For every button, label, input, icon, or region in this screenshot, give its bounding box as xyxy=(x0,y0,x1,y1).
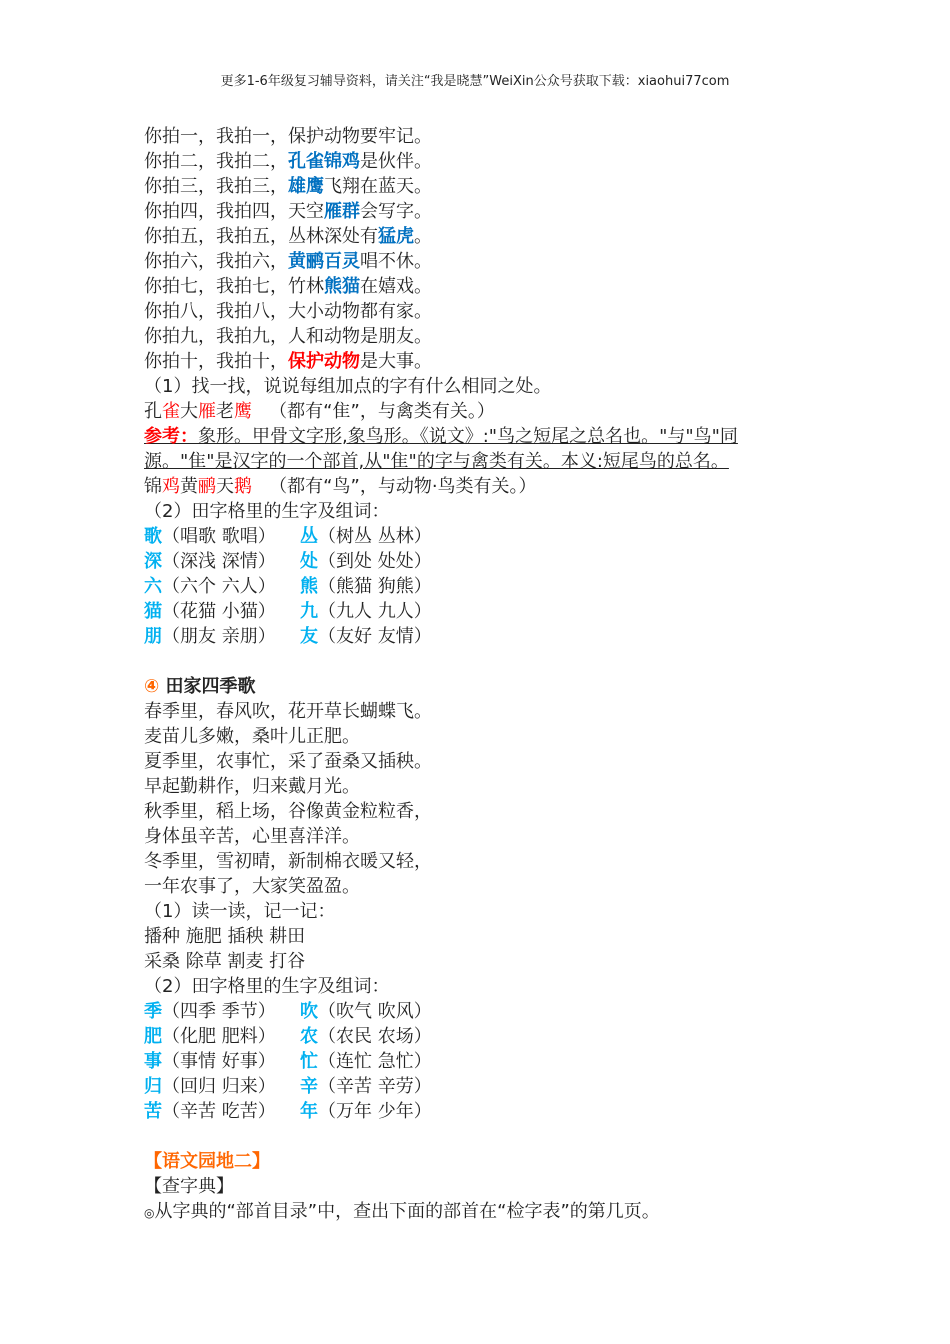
poem-line: 一年农事了，大家笑盈盈。 xyxy=(144,876,360,897)
word-row: 深（深浅 深情） 处（到处 处处） xyxy=(144,551,432,572)
question-1: （1）找一找，说说每组加点的字有什么相同之处。 xyxy=(144,376,552,397)
poem-title: ④ 田家四季歌 xyxy=(144,676,256,697)
section-title-garden: 【语文园地二】 xyxy=(144,1151,270,1172)
word-row: 六（六个 六人） 熊（熊猫 狗熊） xyxy=(144,576,432,597)
char-group-1: 孔雀大雁老鹰 （都有“隹”，与禽类有关。） xyxy=(144,401,495,422)
read-line: 播种 施肥 插秧 耕田 xyxy=(144,926,306,947)
poem-line: 秋季里，稻上场，谷像黄金粒粒香， xyxy=(144,801,432,822)
word-row: 猫（花猫 小猫） 九（九人 九人） xyxy=(144,601,432,622)
section-subtitle-dictionary: 【查字典】 xyxy=(144,1176,234,1197)
clap-line-9: 你拍九，我拍九，人和动物是朋友。 xyxy=(144,326,432,347)
question-2: （2）田字格里的生字及组词： xyxy=(144,501,390,522)
char-group-2: 锦鸡黄鹂天鹅 （都有“鸟”，与动物·鸟类有关。） xyxy=(144,476,537,497)
bullet-icon: ◎ xyxy=(144,1206,155,1220)
poem-line: 夏季里，农事忙，采了蚕桑又插秧。 xyxy=(144,751,432,772)
word-row: 朋（朋友 亲朋） 友（友好 友情） xyxy=(144,626,432,647)
question-3: （1）读一读，记一记： xyxy=(144,901,336,922)
reference-note xyxy=(144,424,804,474)
content xyxy=(144,124,804,1224)
clap-line-7: 你拍七，我拍七，竹林熊猫在嬉戏。 xyxy=(144,276,432,297)
poem-line: 麦苗儿多嫩，桑叶儿正肥。 xyxy=(144,726,360,747)
reference-label: 参考： xyxy=(144,426,198,447)
page-header: 更多1-6年级复习辅导资料，请关注“我是晓慧”WeiXin公众号获取下载：xiaohui77com xyxy=(220,74,730,89)
read-line: 采桑 除草 割麦 打谷 xyxy=(144,951,306,972)
word-row: 苦（辛苦 吃苦） 年（万年 少年） xyxy=(144,1101,432,1122)
question-4: （2）田字格里的生字及组词： xyxy=(144,976,390,997)
poem-line: 身体虽辛苦，心里喜洋洋。 xyxy=(144,826,360,847)
reference-text: 象形。甲骨文字形,象鸟形。《说文》:"鸟之短尾之总名也。"与"鸟"同源。"隹"是汉字的一个部首,从"隹"的字与禽类有关。本义:短尾鸟的总名。 xyxy=(144,426,738,472)
clap-line-4: 你拍四，我拍四，天空雁群会写字。 xyxy=(144,201,432,222)
word-row: 歌（唱歌 歌唱） 丛（树丛 丛林） xyxy=(144,526,432,547)
clap-line-2: 你拍二，我拍二，孔雀锦鸡是伙伴。 xyxy=(144,151,432,172)
clap-line-6: 你拍六，我拍六，黄鹂百灵唱不休。 xyxy=(144,251,432,272)
clap-line-8: 你拍八，我拍八，大小动物都有家。 xyxy=(144,301,432,322)
clap-line-5: 你拍五，我拍五，丛林深处有猛虎。 xyxy=(144,226,432,247)
clap-line-10: 你拍十，我拍十，保护动物是大事。 xyxy=(144,351,432,372)
poem-line: 春季里，春风吹，花开草长蝴蝶飞。 xyxy=(144,701,432,722)
clap-line-3: 你拍三，我拍三，雄鹰飞翔在蓝天。 xyxy=(144,176,432,197)
word-row: 肥（化肥 肥料） 农（农民 农场） xyxy=(144,1026,432,1047)
word-row: 季（四季 季节） 吹（吹气 吹风） xyxy=(144,1001,432,1022)
clap-line-1: 你拍一，我拍一，保护动物要牢记。 xyxy=(144,126,432,147)
poem-line: 冬季里，雪初晴，新制棉衣暖又轻， xyxy=(144,851,432,872)
word-row: 归（回归 归来） 辛（辛苦 辛劳） xyxy=(144,1076,432,1097)
poem-line: 早起勤耕作，归来戴月光。 xyxy=(144,776,360,797)
dictionary-question: ◎从字典的“部首目录”中，查出下面的部首在“检字表”的第几页。 xyxy=(144,1201,660,1222)
word-row: 事（事情 好事） 忙（连忙 急忙） xyxy=(144,1051,432,1072)
